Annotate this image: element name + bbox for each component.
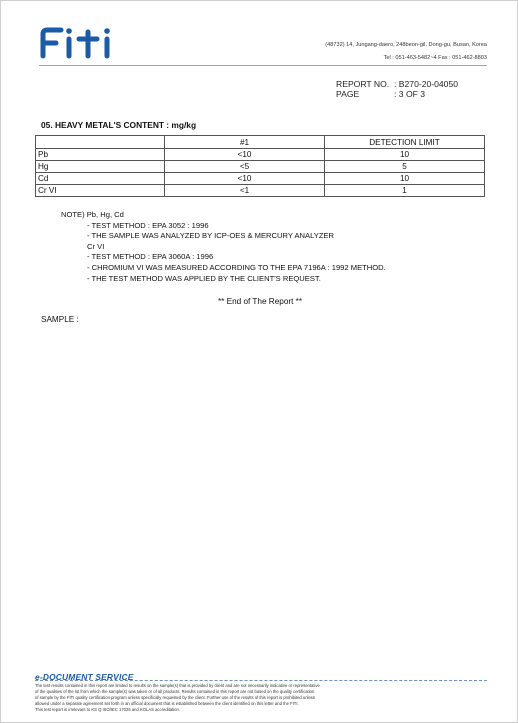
footer-divider (35, 680, 487, 681)
heavy-metal-table (35, 135, 485, 197)
disclaimer-line: of the qualities of the lot from which the sample(s) was taken or of all products. Results contained in this report are not based on the quality certification (35, 689, 315, 695)
report-no-value: : B270-20-04050 (394, 79, 459, 89)
result-cell: <10 (165, 173, 325, 185)
notes-heading: NOTE) Pb, Hg, Cd (61, 210, 124, 219)
notes-section (61, 210, 386, 284)
page-label: PAGE (336, 89, 360, 99)
page-value: : 3 OF 3 (394, 89, 426, 99)
metal-cell: Cd (36, 173, 165, 185)
end-of-report: ** End of The Report ** (217, 297, 303, 306)
e-letter: e (35, 672, 40, 682)
disclaimer-line: allowed under a separate agreement set forth in an official document that is established between the client identified on this letter and the FITI. (35, 701, 299, 707)
limit-cell: 5 (325, 161, 485, 173)
sample-label: SAMPLE : (41, 315, 79, 324)
fiti-logo (39, 25, 119, 59)
result-cell: <5 (165, 161, 325, 173)
disclaimer-line: The test results contained in this report are limited to results on the sample(s) that is provided by client and are not necessarily indicative or representative (35, 683, 320, 688)
header-divider (39, 65, 487, 66)
metal-cell: Pb (36, 149, 165, 161)
table-row (36, 161, 485, 173)
disclaimer-line: This test report is irrelevant to KS Q ISO/IEC 17025 and KOLAS accreditation. (35, 707, 181, 713)
table-row (36, 149, 485, 161)
metal-cell: Cr VI (36, 185, 165, 197)
section-title: 05. HEAVY METAL'S CONTENT : mg/kg (41, 120, 197, 130)
limit-cell: 10 (325, 149, 485, 161)
service-text: -DOCUMENT SERVICE (39, 672, 134, 682)
company-address (325, 39, 487, 61)
header-cell: DETECTION LIMIT (325, 136, 485, 149)
result-cell: <10 (165, 149, 325, 161)
note-subheading: Cr VI (87, 241, 105, 251)
table-row (36, 173, 485, 185)
metal-cell: Hg (36, 161, 165, 173)
table-row (36, 185, 485, 197)
report-no-label: REPORT NO. (336, 79, 390, 89)
result-cell: <1 (165, 185, 325, 197)
note-line: - TEST METHOD : EPA 3060A : 1996 (87, 252, 214, 262)
header-cell (36, 136, 165, 149)
disclaimer (35, 683, 415, 713)
note-line: - THE TEST METHOD WAS APPLIED BY THE CLIENT'S REQUEST. (87, 273, 321, 283)
address-line: (48732) 14, Jungang-daero, 248beon-gil, Dong-gu, Busan, Korea (325, 42, 487, 48)
report-info (336, 79, 458, 99)
header-cell: #1 (165, 136, 325, 149)
note-line: - CHROMIUM VI WAS MEASURED ACCORDING TO THE EPA 7196A : 1992 METHOD. (87, 262, 386, 272)
contact-line: Tel : 051-463-5482~4 Fax : 051-462-8803 (383, 55, 487, 61)
table-header-row (36, 136, 485, 149)
note-line: - THE SAMPLE WAS ANALYZED BY ICP-OES & MERCURY ANALYZER (87, 231, 335, 241)
limit-cell: 1 (325, 185, 485, 197)
note-line: - TEST METHOD : EPA 3052 : 1996 (87, 220, 209, 230)
disclaimer-line: of sample by the FITI quality certification program unless specifically requested by the client. Further use of the results of this report is prohibited unless (35, 695, 315, 701)
limit-cell: 10 (325, 173, 485, 185)
